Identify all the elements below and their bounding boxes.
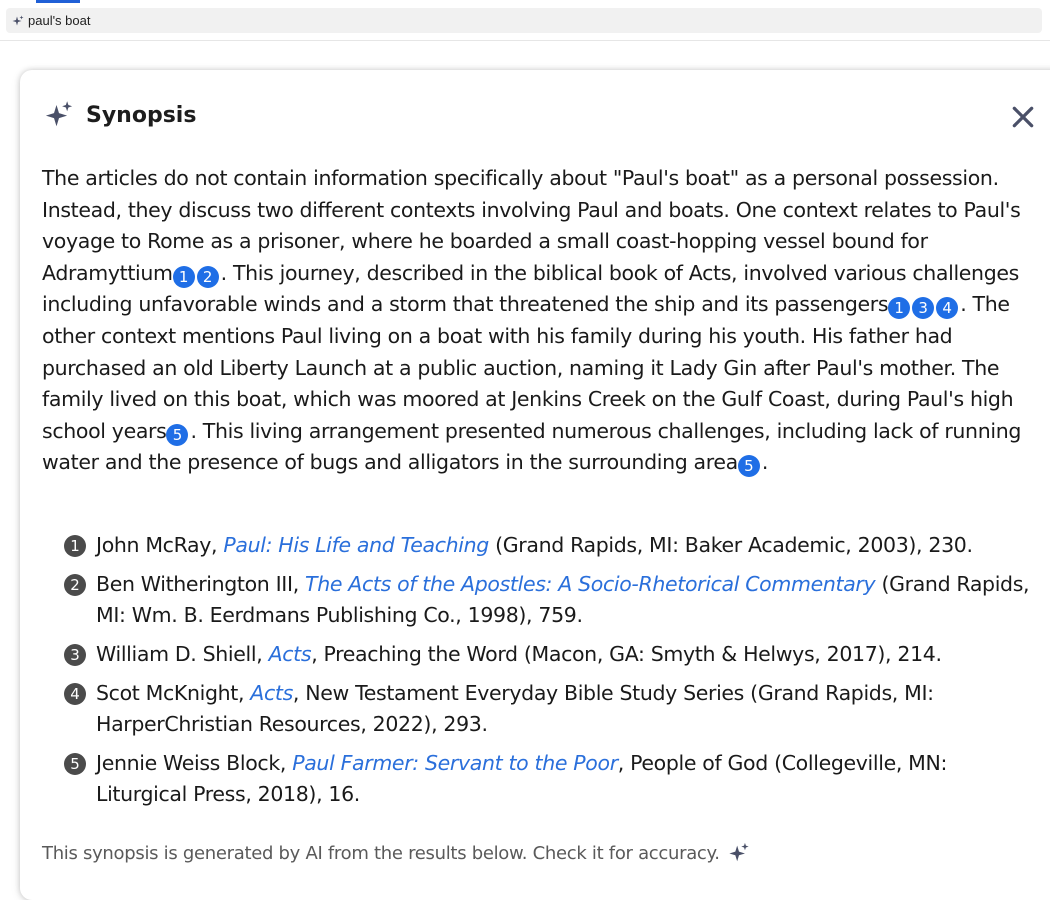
synopsis-text (42, 163, 1042, 479)
reference-number-badge: 4 (64, 683, 86, 705)
reference-title-link[interactable]: Acts (268, 642, 312, 666)
reference-author: Ben Witherington III, (96, 572, 306, 596)
divider (0, 40, 1050, 41)
synopsis-panel (20, 70, 1050, 900)
sparkle-icon (44, 100, 74, 130)
citation-badge[interactable]: 3 (912, 297, 934, 319)
reference-item (64, 569, 1044, 631)
reference-title-link[interactable]: Paul: His Life and Teaching (223, 533, 489, 557)
ai-disclaimer (42, 842, 750, 864)
reference-list (64, 530, 1044, 818)
panel-title: Synopsis (86, 102, 197, 128)
search-query-text: paul's boat (28, 13, 91, 28)
reference-title-link[interactable]: Paul Farmer: Servant to the Poor (292, 751, 618, 775)
reference-details: (Grand Rapids, MI: Wm. B. Eerdmans Publishing Co., 1998), 759. (96, 572, 1030, 627)
reference-author: Jennie Weiss Block, (96, 751, 293, 775)
reference-item (64, 530, 1044, 561)
disclaimer-text: This synopsis is generated by AI from the results below. Check it for accuracy. (42, 842, 720, 864)
synopsis-sentence: . (761, 450, 769, 475)
synopsis-sentence: . This journey, described in the biblical book of Acts, involved various challenges including unfavorable winds and a storm that threatened the ship and its passengers (42, 260, 1019, 317)
reference-number-badge: 2 (64, 574, 86, 596)
citation-badge[interactable]: 4 (936, 297, 958, 319)
citation-badge[interactable]: 1 (173, 266, 195, 288)
reference-details: (Grand Rapids, MI: Baker Academic, 2003), 230. (488, 533, 973, 557)
reference-author: Scot McKnight, (96, 681, 251, 705)
search-query-chip[interactable] (6, 8, 1042, 33)
reference-number-badge: 3 (64, 644, 86, 666)
close-icon[interactable] (1010, 104, 1036, 130)
sparkle-icon (728, 842, 750, 864)
synopsis-sentence: The articles do not contain information specifically about "Paul's boat" as a personal possession. Instead, they discuss two different contexts involving Paul and boats. One context relates to Paul's voyage to Rome as a prisoner, where he boarded a small coast-hopping vessel bound for Adramyttium (42, 166, 1021, 285)
synopsis-sentence: . This living arrangement presented numerous challenges, including lack of running water and the presence of bugs and alligators in the surrounding area (42, 418, 1021, 475)
synopsis-sentence: . The other context mentions Paul living on a boat with his family during his youth. His father had purchased an old Liberty Launch at a public auction, naming it Lady Gin after Paul's mother. The family lived on this boat, which was moored at Jenkins Creek on the Gulf Coast, during Paul's high school years (42, 292, 1014, 443)
reference-details: , People of God (Collegeville, MN: Liturgical Press, 2018), 16. (96, 751, 948, 806)
panel-header (44, 100, 196, 130)
citation-badge[interactable]: 1 (888, 297, 910, 319)
sparkle-icon (12, 15, 24, 27)
reference-item (64, 678, 1044, 740)
reference-number-badge: 1 (64, 535, 86, 557)
reference-details: , Preaching the Word (Macon, GA: Smyth & Helwys, 2017), 214. (311, 642, 942, 666)
reference-number-badge: 5 (64, 753, 86, 775)
reference-details: , New Testament Everyday Bible Study Series (Grand Rapids, MI: HarperChristian Resources, 2022), 293. (96, 681, 934, 736)
reference-author: John McRay, (96, 533, 224, 557)
citation-badge[interactable]: 5 (738, 455, 760, 477)
reference-author: William D. Shiell, (96, 642, 269, 666)
reference-title-link[interactable]: The Acts of the Apostles: A Socio-Rhetorical Commentary (305, 572, 876, 596)
reference-item (64, 639, 1044, 670)
citation-badge[interactable]: 5 (166, 424, 188, 446)
reference-item (64, 748, 1044, 810)
top-accent-bar (36, 0, 80, 3)
citation-badge[interactable]: 2 (197, 266, 219, 288)
reference-title-link[interactable]: Acts (250, 681, 293, 705)
